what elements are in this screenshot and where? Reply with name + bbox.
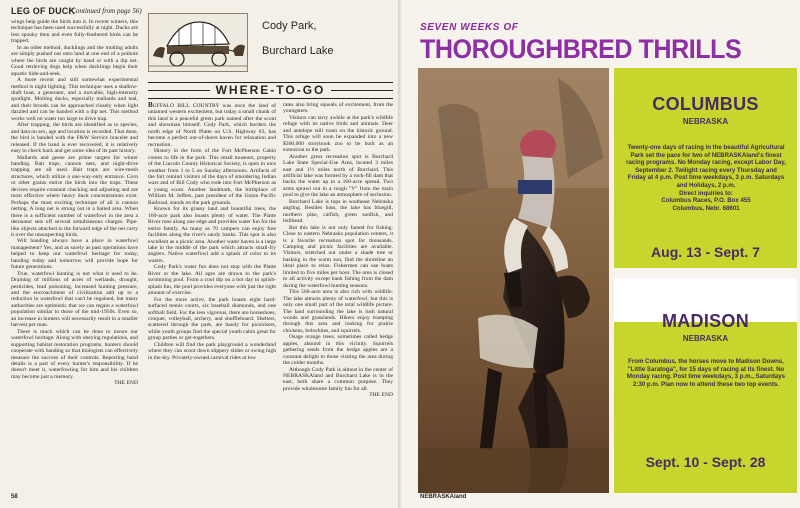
section-banner [148,82,393,99]
right-page [402,0,800,508]
page-number: 58 [11,494,18,500]
madison-dates: Sept. 10 - Sept. 28 [645,454,766,470]
paragraph: After trapping, the birds are identified as to species, and data on sex, age and location is recorded. That done, the bird is banded with the F&W Service bracelet and released. If the band is ever recovered, it is relatively easy to check back and get some idea of its past history. [11,122,138,155]
paragraph: This 560-acre area is also rich with wildlife. The lake attracts plenty of waterfowl, but this is only one small part of the total wildlife picture. The land surrounding the lake is lush natural woods and grasslands. Hikers enjoy tramping through this area and looking for prairie chickens, bobwhites, and squirrels. [283,289,393,334]
columbus-address-line-2: Columbus, Nebr. 68601 [672,204,740,212]
paragraph-text: UFFALO BILL COUNTRY was once the land of untamed western excitement, but today a small chunk of this land is a peaceful green park named after the scout and showman himself. Cody Park, which borders the north edge of North Platte on U.S. Highway 83, has become a perfect out-of-doors haven for relaxation and recreation. [148,103,276,148]
paragraph: wings help guide the birds into it. In recent winters, this technique has been used successfully at night. Ducks are less spooky then and even fully-feathered birds can be trapped. [11,19,138,45]
paragraph: Children will find the park playground a wonderland where they can scoot down slippery slides or swing high in the sky. Privately-owned carnival rides at low [148,341,276,361]
paragraph: For the more active, the park boasts eight hard-surfaced tennis courts, six baseball diamonds, and one softball field. For the less vigorous, there are horseshoes, croquet, volleyball, archery, and shuffleboard. Shelters, scattered through the park, are handy for picnickers, while youth groups find the special youth cabin great for group parties or get-togethers. [148,296,276,342]
section-banner-label: WHERE-TO-GO [210,83,332,97]
paragraph: Burchard Lake is tops in southeast Nebraska angling. Besides bass, the lake has bluegill, northern pike, catfish, green sunfish, and bullhead. [283,198,393,225]
paragraph: Cody Park's water fun does not stop with the Platte River or the lake. All ages are drawn to the park's swimming pool. From a cool dip on a hot day to splish-splash fun, the pool provides everyone with just the right amount of exercise. [148,264,276,297]
covered-wagon-illustration [148,13,248,72]
columbus-dates: Aug. 13 - Sept. 7 [651,244,760,260]
paragraph: Visitors can tarry awhile at the park's wildlife refuge with its native birds and animals. Deer and antelope still roam on the historic ground. This refuge will soon be expanded into a new $300,000 storybook zoo to be built as an extension to the park. [283,114,393,154]
running-head: LEG OF DUCK [11,6,76,16]
columbus-description [626,144,786,212]
paragraph: Another great recreation spot is Burchard Lake State Special-Use Area, located 3 miles east and 1½ miles north of Burchard. This artificial lake was formed by a rock-fill dam that backs the water up in a 160-acre spread. Two arms sprawl out in a rough "V" from the main pool to give the lake an atmosphere of seclusion. [283,153,393,199]
madison-panel [614,278,797,493]
end-mark: THE END [114,380,138,387]
paragraph: A more recent and still somewhat experimental method is night lighting. This technique uses a shallow-draft boat, a generator, and a movable, high-intensity spotlight. Molting ducks, especially mallards and teal, and their broods can be approached closely when light dazzled and can be banded with a dip net. This method works well on water too large to drive trap. [11,77,138,122]
article-subtitle: Burchard Lake [262,45,334,57]
article-title: Cody Park, [262,20,317,32]
columbus-state: NEBRASKA [682,117,729,126]
paragraph: Osage orange trees, sometimes called hedge apples, abound in this vicinity. Squirrels gathering seeds from the hedge apples are a constant delight to those visiting the area during the colder months. [283,334,393,367]
paragraph: True, waterfowl hunting is not what it used to be. Draining of millions of acres of wetlands, drought, pesticides, lead poisoning, increased hunting pressure, and the encroachment of civilization add up to a reduction in waterfowl that can't be regained, but many authorities are optimistic that we can regain a waterfowl population similar to those of the mid-1950s. Even so, an increase in hunters will necessarily result in a smaller harvest per man. [11,270,138,329]
paragraph: In an older method, ducklings and the molting adults are simply pushed out onto land at one end of a pothole where the birds are caught by hand or with a dip net. Good retrieving dogs help when ducklings begin their aquatic hide-and-seek. [11,44,138,77]
paragraph: There is much which can be done to insure our waterfowl heritage. Along with obeying regulations, and supporting habitat restoration programs, hunters should cooperate with banding so that biologists can effectively measure the success of their controls. Reporting band details is a part of every hunter's responsibility. If he doesn't meet it, waterfowling for him and his children may become just a memory. [11,328,138,380]
paragraph: Known for its grassy land and bountiful trees, the 160-acre park also boasts plenty of water. The Platte River runs along one edge and provides water fun for the entire family. As many as 70 campers can enjoy free facilities along the river's sandy banks. This spot is also excellent as a picnic area. Another water haven is a large lake in the middle of the park which attracts small-fry anglers. Native waterfowl add a splash of color to its waters. [148,206,276,264]
headline-kicker: SEVEN WEEKS OF [420,22,519,33]
racehorse-jockey-photo [418,68,609,493]
where-article-column-2 [283,102,393,399]
end-mark: THE END [369,392,393,399]
columbus-panel [614,68,797,268]
columbus-body-text: Twenty-one days of racing in the beautiful Agricultural Park set the pace for two of NEBRASKAland's finest racing programs. No Monday racing, except Labor Day, September 2. Twilight racing every Thursday and Friday at 4 p.m. Post time weekdays, 3 p.m. Saturdays and Holidays, 2 p.m. [626,144,786,189]
magazine-name: NEBRASKAland [420,494,467,500]
headline: THOROUGHBRED THRILLS [420,34,742,64]
columbus-city: COLUMBUS [652,94,759,114]
where-article-column-1 [148,102,276,361]
drop-cap: B [148,101,153,109]
columbus-address-line-1: Columbus Races, P.O. Box 455 [661,197,751,205]
madison-city: MADISON [661,311,750,331]
madison-description: From Columbus, the horses move to Madison Downs, "Little Saratoga", for 15 days of racing at its finest. No Monday racing. Post time weekdays, 3 p.m., Saturdays 2:30 p.m. Plan now to attend these two top events. [626,358,786,388]
madison-state: NEBRASKA [682,334,729,343]
duck-article-column [11,19,138,387]
paragraph: Mallards and geese are prime targets for winter banding. Bait traps, cannon nets, and night-drive trapping are all used. Bait traps are wire-mesh structures, which utilize a one-way-only entrance. Corn or other grains entice the birds into the traps. These devices require constant checking and adjusting and are most effective where heavy duck concentrations exist. Perhaps the most exciting technique of all is cannon netting. A long net is strung out in a baited area. When there is a sufficient number of waterfowl in the area a detonator sets off several simultaneous charges. Pipe-like objects attached to the forward edge of the net carry it over the unsuspecting birds. [11,154,138,238]
continued-note: (Continued from page 56) [69,7,142,15]
paragraph: History in the form of the Fort McPherson Cabin comes to life in the park. This small museum, property of the Lincoln County Historical Society, is open in nice weather from 1 to 5 on Sunday afternoons. Artifacts of the fort remind visitors of the days of smoldering Indian wars and of Bill Cody who rode into Fort McPherson as a young scout. Another landmark, the birthplace of William M. Jeffers, past president of the Union Pacific Railroad, stands on the park grounds. [148,148,276,206]
paragraph [148,102,276,148]
paragraph: Although Cody Park is almost in the center of NEBRASKAland and Burchard Lake is in the east, both share a common purpose. They provide wholesome family fun for all. [283,366,393,392]
paragraph: But this lake is not only famed for fishing. Close to eastern Nebraska population centers, it is a favorite recreation spot for thousands. Camping and picnic facilities are available. Visitors, stretched out under a shade tree or basking in the warm sun, find the shoreline an ideal place to relax. Fishermen can use boats limited to five miles per hour. The area is closed to all activity except bank fishing from the dam during the waterfowl hunting seasons. [283,224,393,289]
paragraph: Will banding always have a place in waterfowl management? Yes, and as surely as past operations have helped to keep our waterfowl heritage for today, banding today and tomorrow will provide hope for future generations. [11,238,138,271]
paragraph: rates also bring squeals of excitement, from the youngsters. [283,102,393,115]
columbus-address-lead: Direct inquiries to: [679,189,733,197]
